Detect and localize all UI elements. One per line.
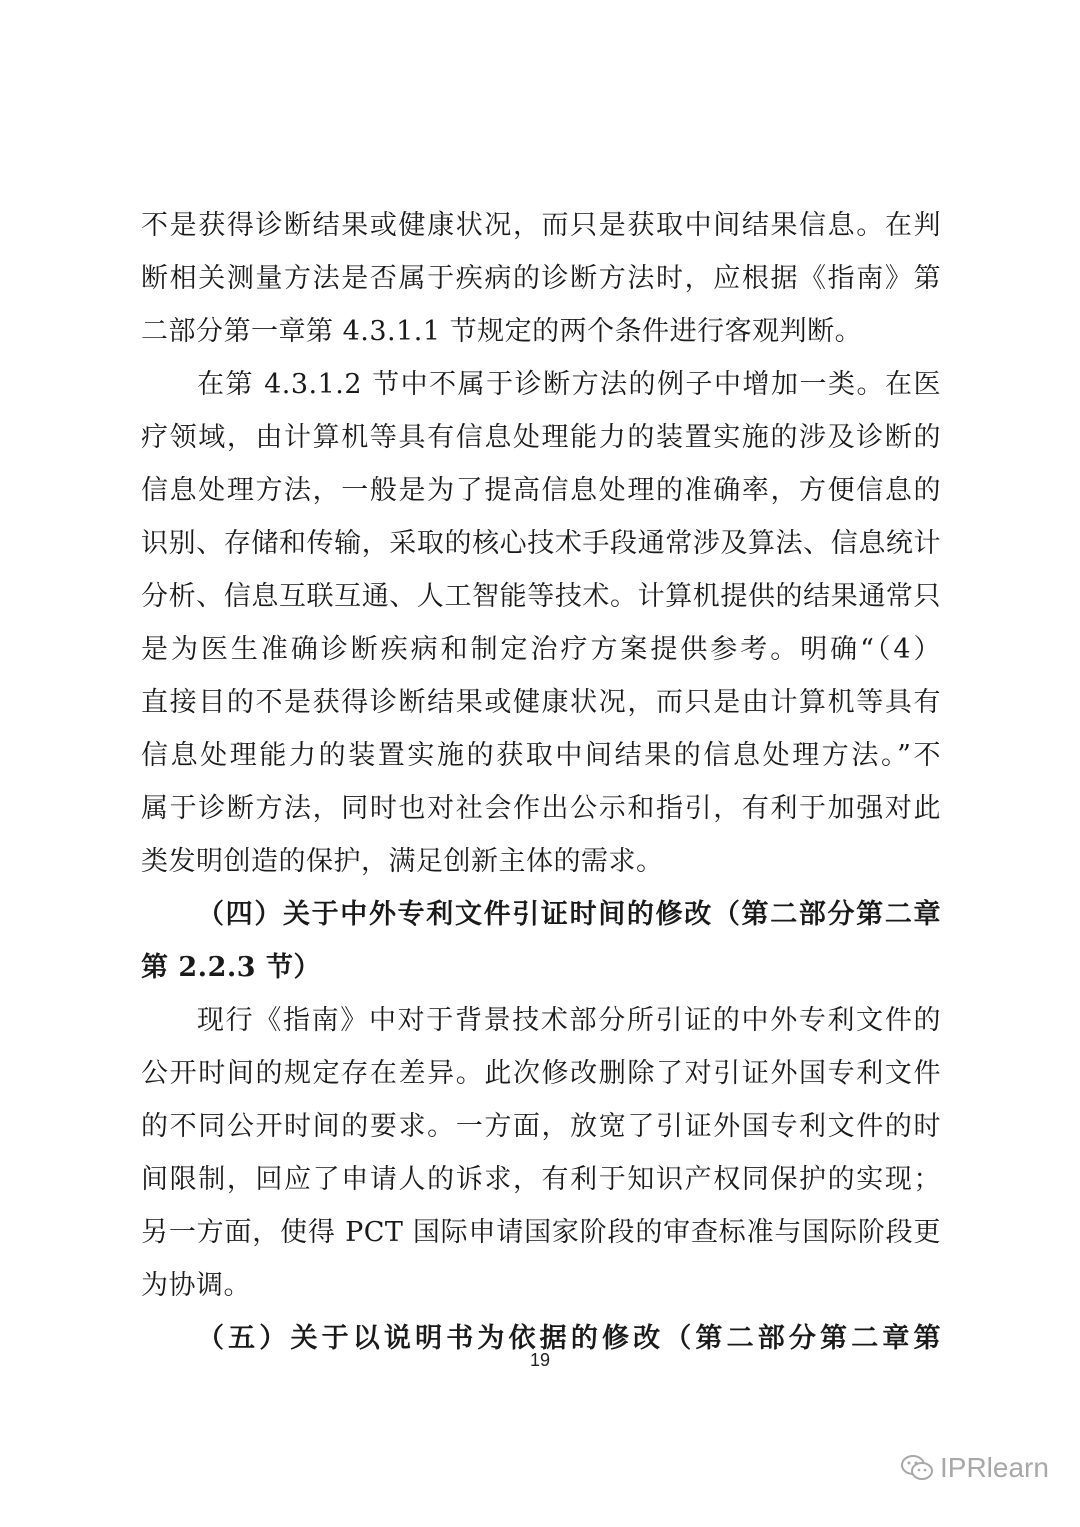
page-number: 19 — [529, 1350, 551, 1370]
body-line: 为协调。 — [141, 1270, 251, 1301]
body-line: 信息处理能力的装置实施的获取中间结果的信息处理方法。”不 — [141, 740, 941, 771]
paragraph-first-line: 现行《指南》中对于背景技术部分所引证的中外专利文件的 — [197, 1005, 941, 1036]
body-line: 信息处理方法，一般是为了提高信息处理的准确率，方便信息的 — [141, 475, 941, 506]
paragraph-first-line: 在第 4.3.1.2 节中不属于诊断方法的例子中增加一类。在医 — [197, 369, 941, 400]
section-heading: （四）关于中外专利文件引证时间的修改（第二部分第二章 — [197, 899, 941, 930]
body-line: 识别、存储和传输，采取的核心技术手段通常涉及算法、信息统计 — [141, 528, 941, 559]
body-line: 的不同公开时间的要求。一方面，放宽了引证外国专利文件的时 — [141, 1111, 941, 1142]
section-heading: 第 2.2.3 节） — [141, 952, 321, 983]
body-line: 分析、信息互联互通、人工智能等技术。计算机提供的结果通常只 — [141, 581, 941, 612]
wechat-icon — [900, 1453, 934, 1483]
body-line: 间限制，回应了申请人的诉求，有利于知识产权同保护的实现； — [141, 1164, 941, 1195]
body-line: 属于诊断方法，同时也对社会作出公示和指引，有利于加强对此 — [141, 793, 941, 824]
body-line: 公开时间的规定存在差异。此次修改删除了对引证外国专利文件 — [141, 1058, 941, 1089]
body-line: 二部分第一章第 4.3.1.1 节规定的两个条件进行客观判断。 — [141, 316, 863, 347]
section-heading: （五）关于以说明书为依据的修改（第二部分第二章第 — [197, 1323, 941, 1354]
body-line: 类发明创造的保护，满足创新主体的需求。 — [141, 846, 664, 877]
body-line: 直接目的不是获得诊断结果或健康状况，而只是由计算机等具有 — [141, 687, 941, 718]
body-line: 另一方面，使得 PCT 国际申请国家阶段的审查标准与国际阶段更 — [141, 1217, 941, 1248]
body-line: 断相关测量方法是否属于疾病的诊断方法时，应根据《指南》第 — [141, 263, 941, 294]
watermark-text: IPRlearn — [940, 1452, 1049, 1483]
body-line: 疗领域，由计算机等具有信息处理能力的装置实施的涉及诊断的 — [141, 422, 941, 453]
body-line: 是为医生准确诊断疾病和制定治疗方案提供参考。明确“（4） — [141, 634, 941, 665]
watermark — [900, 1452, 1049, 1484]
body-line: 不是获得诊断结果或健康状况，而只是获取中间结果信息。在判 — [141, 210, 941, 241]
